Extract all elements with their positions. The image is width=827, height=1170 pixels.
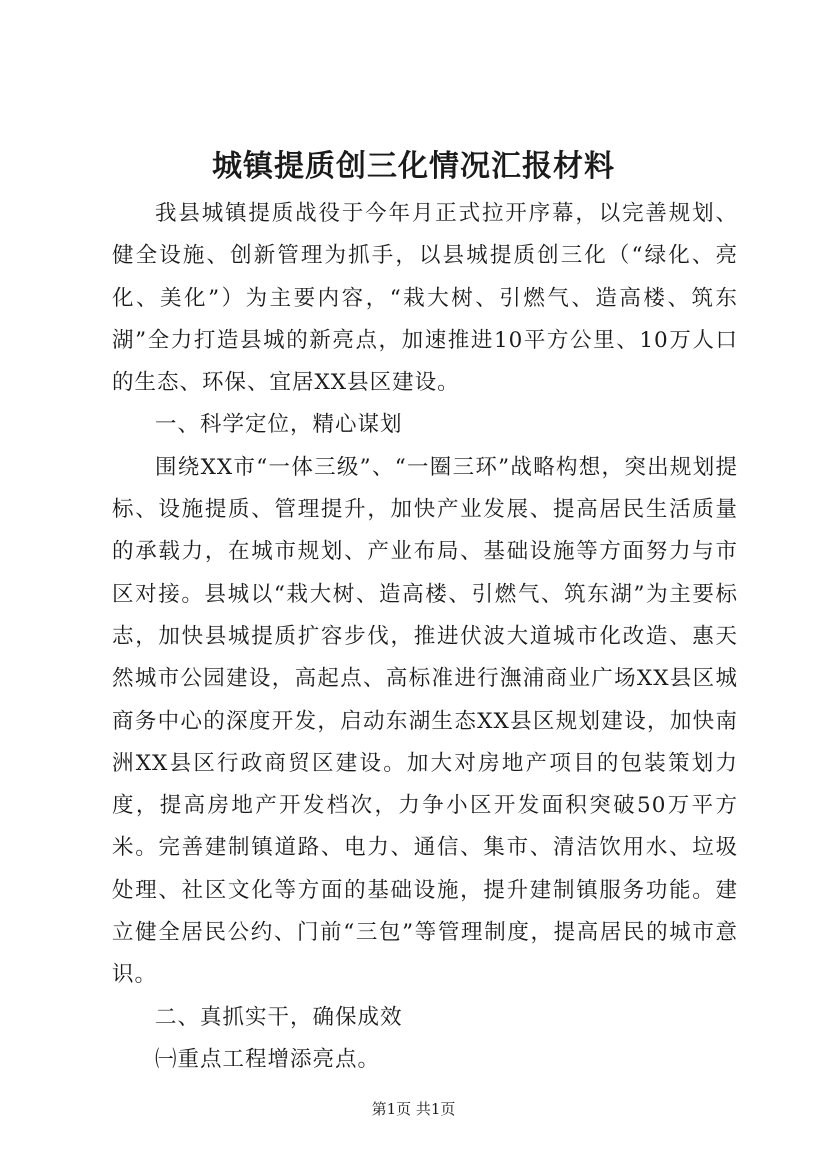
section-heading-1: 一、科学定位，精心谋划 — [155, 412, 403, 438]
intro-paragraph: 我县城镇提质战役于今年月正式拉开序幕，以完善规划、健全设施、创新管理为抓手，以县城提质创三化（“绿化、亮化、美化”）为主要内容，“栽大树、引燃气、造高楼、筑东湖”全力打造县城的新亮点，加速推进10平方公里、10万人口的生态、环保、宜居XX县区建设。 — [112, 201, 738, 396]
document-title: 城镇提质创三化情况汇报材料 — [212, 149, 615, 184]
subsection-heading-1: ㈠重点工程增添亮点。 — [155, 1046, 381, 1072]
section-heading-2: 二、真抓实干，确保成效 — [155, 1004, 403, 1030]
document-body — [112, 193, 738, 1081]
section-1-paragraph: 围绕XX市“一体三级”、“一圈三环”战略构想，突出规划提标、设施提质、管理提升，加快产业发展、提高居民生活质量的承载力，在城市规划、产业布局、基础设施等方面努力与市区对接。县城以“栽大树、造高楼、引燃气、筑东湖”为主要标志，加快县城提质扩容步伐，推进伏波大道城市化改造、惠天然城市公园建设，高起点、高标准进行潕浦商业广场XX县区城商务中心的深度开发，启动东湖生态XX县区规划建设，加快南洲XX县区行政商贸区建设。加大对房地产项目的包装策划力度，提高房地产开发档次，力争小区开发面积突破50万平方米。完善建制镇道路、电力、通信、集市、清洁饮用水、垃圾处理、社区文化等方面的基础设施，提升建制镇服务功能。建立健全居民公约、门前“三包”等管理制度，提高居民的城市意识。 — [112, 454, 738, 988]
page-footer: 第1页 共1页 — [371, 1100, 456, 1118]
